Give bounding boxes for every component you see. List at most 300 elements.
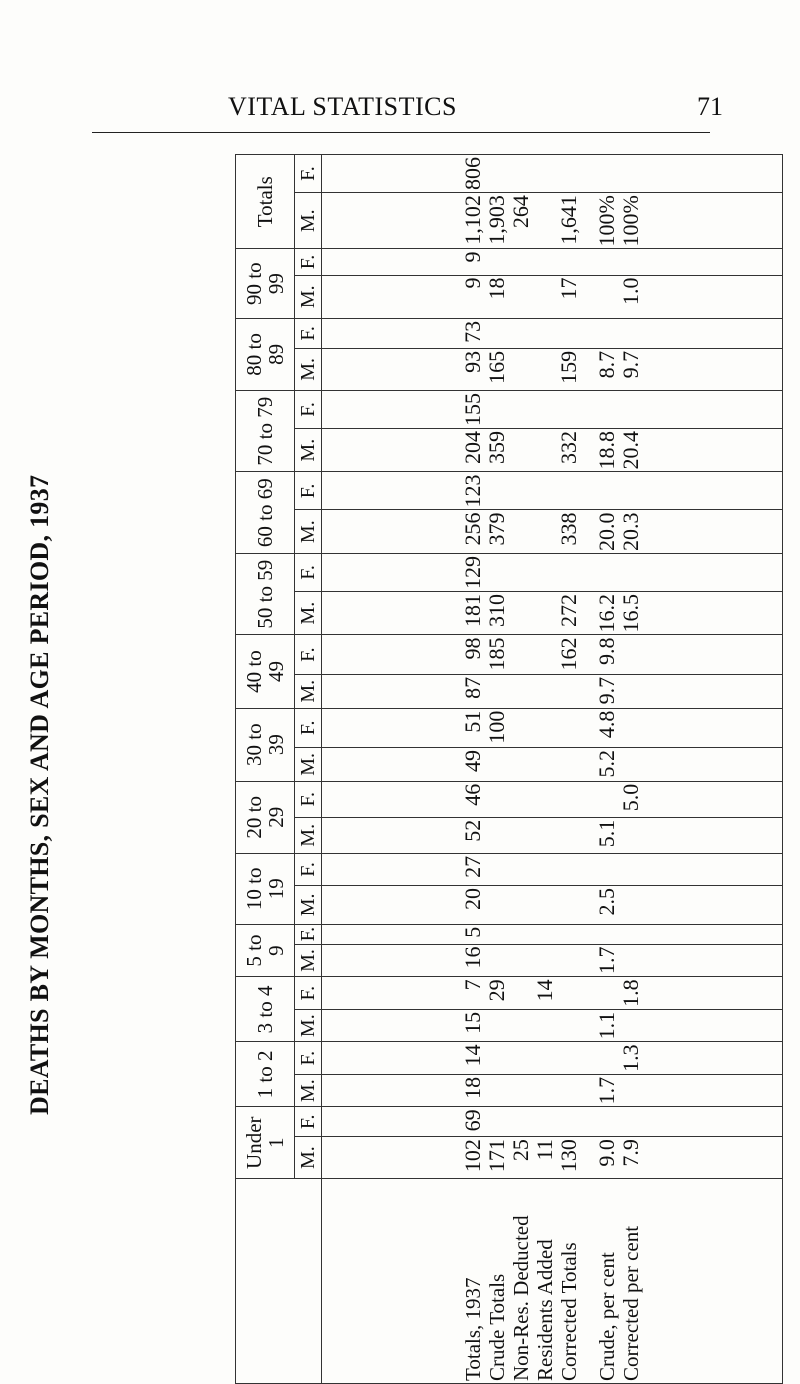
table-cell-value <box>509 512 533 551</box>
table-cell-value <box>557 1077 581 1105</box>
table-cell-value <box>619 251 643 272</box>
table-cell-value <box>533 351 557 388</box>
table-cell-value: 204 <box>460 430 485 464</box>
female-column-header: F. <box>295 977 322 1010</box>
row-spacer <box>581 594 595 633</box>
table-cell-value <box>485 251 509 272</box>
male-values-cell <box>322 275 783 318</box>
table-cell-value: 129 <box>460 555 485 589</box>
row-spacer <box>581 784 595 815</box>
male-values-cell <box>322 674 783 708</box>
male-column-header: M. <box>295 1137 322 1179</box>
female-values-cell <box>322 318 783 348</box>
row-label: Totals, 1937 <box>461 1277 485 1381</box>
table-cell-value: 4.8 <box>594 710 619 739</box>
table-cell-value <box>557 711 581 745</box>
group-header: Under 1 <box>236 1107 295 1179</box>
table-cell-value <box>485 474 509 507</box>
row-spacer <box>581 947 595 975</box>
table-cell-value: 11 <box>532 1139 557 1161</box>
table-cell-value: 1,641 <box>556 195 581 245</box>
table-cell-value: 1,903 <box>484 195 509 245</box>
table-cell-value <box>619 556 643 589</box>
table-cell-value <box>485 927 509 942</box>
table-cell-value <box>557 1044 581 1072</box>
table-cell-value <box>509 820 533 851</box>
table-cell-value: 338 <box>556 512 581 546</box>
table-cell-value: 9 <box>460 277 485 289</box>
table-cell-value: 162 <box>556 637 581 671</box>
table-cell-value: 52 <box>460 819 485 842</box>
female-values-cell <box>322 390 783 428</box>
table-cell-value <box>619 927 643 942</box>
row-label: Crude Totals <box>485 1273 509 1381</box>
table-cell-value: 102 <box>460 1139 485 1173</box>
male-column-header: M. <box>295 944 322 977</box>
table-cell-value <box>509 351 533 388</box>
table-cell-value <box>619 1109 643 1134</box>
female-column-header: F. <box>295 318 322 348</box>
male-column-header: M. <box>295 1074 322 1107</box>
table-cell-value <box>485 556 509 589</box>
male-column-header: M. <box>295 817 322 853</box>
table-cell-value: 1.7 <box>594 946 619 975</box>
table-cell-value: 5.1 <box>594 819 619 848</box>
table-cell-value: 18 <box>484 277 509 300</box>
table-cell-value <box>619 637 643 671</box>
table-cell-value: 9 <box>460 251 485 263</box>
table-cell-value: 185 <box>484 637 509 671</box>
table-cell-value: 272 <box>556 593 581 627</box>
table-cell-value <box>619 321 643 346</box>
table-cell-value <box>533 1044 557 1072</box>
table-cell-value <box>595 979 619 1007</box>
table-cell-value <box>509 556 533 589</box>
row-spacer <box>581 677 595 706</box>
table-cell-value: 9.8 <box>594 637 619 665</box>
row-spacer <box>581 195 595 246</box>
male-values-cell <box>322 591 783 635</box>
table-cell-value <box>485 888 509 922</box>
male-values-cell <box>322 193 783 249</box>
table-cell-value: 100 <box>484 710 509 744</box>
female-column-header: F. <box>295 249 322 275</box>
table-cell-value: 27 <box>460 855 485 878</box>
table-cell-value: 20.4 <box>618 430 643 470</box>
table-cell-value <box>619 1012 643 1040</box>
table-cell-value: 20.0 <box>594 512 619 551</box>
female-values-cell <box>322 708 783 747</box>
group-header: 70 to 79 <box>236 390 295 472</box>
male-values-cell <box>322 817 783 853</box>
group-header: 20 to 29 <box>236 781 295 853</box>
table-cell-value <box>533 157 557 190</box>
data-row <box>322 155 783 1384</box>
row-spacer <box>581 251 595 272</box>
male-values-cell <box>322 1009 783 1042</box>
table-cell-value <box>533 637 557 671</box>
row-spacer <box>581 979 595 1007</box>
table-cell-value: 16.2 <box>594 593 619 633</box>
table-cell-value <box>533 1012 557 1040</box>
table-cell-value <box>509 431 533 470</box>
table-cell-value: 8.7 <box>594 350 619 379</box>
row-label: Residents Added <box>533 1239 557 1381</box>
group-header: 10 to 19 <box>236 853 295 924</box>
table-cell-value: 806 <box>460 157 485 190</box>
running-title: VITAL STATISTICS <box>228 92 457 121</box>
table-cell-value <box>595 321 619 346</box>
female-values-cell <box>322 472 783 510</box>
table-cell-value: 1.3 <box>618 1044 643 1072</box>
row-label: Corrected Totals <box>557 1242 581 1381</box>
table-cell-value <box>533 784 557 815</box>
row-spacer <box>581 556 595 589</box>
table-cell-value <box>509 393 533 426</box>
table-cell-value: 14 <box>460 1044 485 1067</box>
page-number: 71 <box>697 92 723 121</box>
female-values-cell <box>322 635 783 674</box>
table-cell-value <box>485 1044 509 1072</box>
table-cell-value <box>509 750 533 779</box>
table-cell-value <box>509 1109 533 1134</box>
table-cell-value <box>533 1077 557 1105</box>
male-values-cell <box>322 428 783 472</box>
table-cell-value: 15 <box>460 1011 485 1034</box>
table-cell-value: 46 <box>460 783 485 806</box>
table-cell-value <box>595 856 619 883</box>
table-cell-value <box>533 750 557 779</box>
table-cell-value: 379 <box>484 512 509 546</box>
table-cell-value: 87 <box>460 676 485 699</box>
male-values-cell <box>322 1137 783 1179</box>
table-cell-value <box>619 157 643 190</box>
table-cell-value <box>509 1044 533 1072</box>
table-cell-value <box>509 321 533 346</box>
table-cell-value: 181 <box>460 593 485 627</box>
table-cell-value: 1,102 <box>460 195 485 245</box>
male-values-cell <box>322 510 783 554</box>
table-cell-value <box>509 784 533 815</box>
table-cell-value: 130 <box>556 1139 581 1173</box>
table-cell-value <box>557 1109 581 1134</box>
male-column-header: M. <box>295 591 322 635</box>
female-values-cell <box>322 249 783 275</box>
table-cell-value <box>533 820 557 851</box>
table-cell-value <box>619 474 643 507</box>
male-values-cell <box>322 748 783 782</box>
row-labels-cell <box>322 1179 783 1384</box>
table-cell-value <box>509 947 533 975</box>
table-cell-value: 18 <box>460 1076 485 1099</box>
table-cell-value <box>509 677 533 706</box>
table-cell-value: 20 <box>460 888 485 911</box>
row-spacer <box>581 512 595 551</box>
table-cell-value <box>619 750 643 779</box>
table-cell-value: 256 <box>460 512 485 546</box>
female-values-cell <box>322 1042 783 1075</box>
table-cell-value <box>509 157 533 190</box>
female-column-header: F. <box>295 155 322 193</box>
male-column-header: M. <box>295 428 322 472</box>
table-cell-value: 310 <box>484 593 509 627</box>
table-cell-value: 100% <box>594 195 619 247</box>
table-cell-value <box>509 927 533 942</box>
table-cell-value <box>619 1077 643 1105</box>
row-spacer <box>581 820 595 851</box>
table-cell-value <box>595 251 619 272</box>
table-cell-value <box>595 556 619 589</box>
row-spacer <box>581 157 595 190</box>
table-cell-value <box>619 888 643 922</box>
female-values-cell <box>322 853 783 885</box>
row-spacer <box>581 351 595 388</box>
table-cell-value <box>557 979 581 1007</box>
table-cell-value <box>557 947 581 975</box>
table-cell-value <box>533 947 557 975</box>
row-spacer <box>581 1077 595 1105</box>
table-cell-value: 5 <box>460 926 485 938</box>
table-cell-value: 100% <box>618 195 643 247</box>
male-values-cell <box>322 1074 783 1107</box>
table-cell-value <box>485 856 509 883</box>
table-cell-value <box>595 474 619 507</box>
table-cell-value <box>557 321 581 346</box>
group-header-row <box>236 155 295 1384</box>
male-column-header: M. <box>295 348 322 390</box>
deaths-table <box>235 154 783 1384</box>
table-cell-value <box>485 820 509 851</box>
female-column-header: F. <box>295 853 322 885</box>
table-cell-value <box>595 157 619 190</box>
table-cell-value: 171 <box>484 1139 509 1173</box>
row-spacer <box>581 1109 595 1134</box>
statistics-table-container <box>235 154 783 1384</box>
table-cell-value <box>595 1044 619 1072</box>
table-cell-value <box>533 556 557 589</box>
table-cell-value <box>557 820 581 851</box>
female-column-header: F. <box>295 781 322 817</box>
group-header: 30 to 39 <box>236 708 295 781</box>
female-column-header: F. <box>295 472 322 510</box>
table-cell-value: 7 <box>460 979 485 991</box>
table-cell-value: 7.9 <box>618 1139 643 1167</box>
table-cell-value <box>557 856 581 883</box>
table-cell-value <box>533 195 557 246</box>
group-header: 5 to 9 <box>236 924 295 977</box>
table-cell-value <box>533 393 557 426</box>
table-cell-value: 16 <box>460 946 485 969</box>
table-cell-value <box>619 711 643 745</box>
group-header: 1 to 2 <box>236 1042 295 1107</box>
table-cell-value: 1.0 <box>618 277 643 306</box>
table-cell-value <box>509 594 533 633</box>
female-values-cell <box>322 155 783 193</box>
table-cell-value <box>557 784 581 815</box>
male-values-cell <box>322 348 783 390</box>
row-spacer <box>581 278 595 316</box>
table-cell-value <box>557 393 581 426</box>
group-header: 80 to 89 <box>236 318 295 390</box>
row-spacer <box>581 431 595 470</box>
table-cell-value <box>533 927 557 942</box>
table-cell-value <box>557 927 581 942</box>
table-cell-value <box>485 1077 509 1105</box>
female-values-cell <box>322 924 783 944</box>
table-cell-value <box>595 278 619 316</box>
row-spacer <box>581 927 595 942</box>
table-cell-value: 123 <box>460 474 485 508</box>
row-spacer <box>581 856 595 883</box>
table-cell-value <box>533 594 557 633</box>
header-rule <box>92 132 710 133</box>
row-spacer <box>581 1012 595 1040</box>
male-column-header: M. <box>295 886 322 925</box>
table-cell-value <box>557 251 581 272</box>
table-cell-value <box>533 278 557 316</box>
table-cell-value: 9.7 <box>618 350 643 379</box>
table-cell-value <box>485 947 509 975</box>
table-cell-value: 17 <box>556 277 581 300</box>
table-cell-value <box>619 947 643 975</box>
table-cell-value: 2.5 <box>594 888 619 916</box>
table-cell-value <box>533 512 557 551</box>
row-spacer <box>581 1181 595 1381</box>
table-cell-value <box>533 888 557 922</box>
table-cell-value <box>533 856 557 883</box>
group-header: 40 to 49 <box>236 635 295 708</box>
table-cell-value <box>619 393 643 426</box>
male-column-header: M. <box>295 510 322 554</box>
table-cell-value <box>509 637 533 671</box>
row-label: Non-Res. Deducted <box>509 1215 533 1381</box>
table-cell-value: 93 <box>460 350 485 373</box>
table-cell-value <box>595 393 619 426</box>
female-column-header: F. <box>295 390 322 428</box>
table-cell-value <box>595 1109 619 1134</box>
table-cell-value <box>557 556 581 589</box>
group-header: Totals <box>236 155 295 249</box>
table-cell-value <box>485 750 509 779</box>
table-cell-value: 51 <box>460 710 485 733</box>
group-header: 3 to 4 <box>236 977 295 1042</box>
table-cell-value <box>619 677 643 706</box>
male-values-cell <box>322 944 783 977</box>
table-cell-value <box>557 677 581 706</box>
table-cell-value <box>533 711 557 745</box>
female-values-cell <box>322 977 783 1010</box>
table-cell-value <box>509 888 533 922</box>
group-header: 60 to 69 <box>236 472 295 554</box>
row-spacer <box>581 711 595 745</box>
row-spacer <box>581 321 595 346</box>
table-cell-value: 73 <box>460 320 485 343</box>
table-cell-value <box>509 1012 533 1040</box>
table-cell-value: 9.7 <box>594 676 619 705</box>
female-values-cell <box>322 781 783 817</box>
table-cell-value <box>485 321 509 346</box>
row-label: Corrected per cent <box>619 1225 643 1381</box>
male-column-header: M. <box>295 275 322 318</box>
table-cell-value: 1.1 <box>594 1011 619 1040</box>
table-cell-value: 29 <box>484 979 509 1002</box>
female-values-cell <box>322 553 783 591</box>
table-cell-value: 5.0 <box>618 783 643 812</box>
table-cell-value: 165 <box>484 350 509 384</box>
row-spacer <box>581 393 595 426</box>
female-values-cell <box>322 1107 783 1137</box>
female-column-header: F. <box>295 1042 322 1075</box>
female-column-header: F. <box>295 708 322 747</box>
table-cell-value: 18.8 <box>594 430 619 470</box>
table-cell-value <box>533 474 557 507</box>
table-cell-value <box>533 431 557 470</box>
table-cell-value: 264 <box>508 195 533 229</box>
row-spacer <box>581 888 595 922</box>
table-cell-value: 359 <box>484 430 509 464</box>
table-cell-value <box>509 711 533 745</box>
table-cell-value <box>619 820 643 851</box>
table-cell-value <box>533 251 557 272</box>
table-cell-value: 16.5 <box>618 593 643 633</box>
table-cell-value <box>619 856 643 883</box>
row-spacer <box>581 474 595 507</box>
table-cell-value: 69 <box>460 1109 485 1132</box>
male-column-header: M. <box>295 674 322 708</box>
male-values-cell <box>322 886 783 925</box>
table-cell-value <box>485 1012 509 1040</box>
female-column-header: F. <box>295 635 322 674</box>
table-cell-value <box>509 474 533 507</box>
table-cell-value: 9.0 <box>594 1139 619 1167</box>
table-cell-value <box>485 1109 509 1134</box>
table-cell-value <box>485 393 509 426</box>
table-cell-value: 20.3 <box>618 512 643 551</box>
table-heading: DEATHS BY MONTHS, SEX AND AGE PERIOD, 1937 <box>25 474 54 1115</box>
table-cell-value <box>557 1012 581 1040</box>
table-cell-value: 1.8 <box>618 979 643 1007</box>
table-cell-value <box>595 784 619 815</box>
table-cell-value: 1.7 <box>594 1076 619 1105</box>
row-spacer <box>581 750 595 779</box>
female-column-header: F. <box>295 924 322 944</box>
row-spacer <box>581 1139 595 1176</box>
table-cell-value <box>509 979 533 1007</box>
table-cell-value <box>509 278 533 316</box>
group-header: 90 to 99 <box>236 249 295 318</box>
table-cell-value <box>509 1077 533 1105</box>
table-cell-value <box>533 321 557 346</box>
table-cell-value <box>485 677 509 706</box>
male-column-header: M. <box>295 193 322 249</box>
female-column-header: F. <box>295 553 322 591</box>
table-cell-value <box>533 677 557 706</box>
table-cell-value: 98 <box>460 637 485 660</box>
table-cell-value <box>557 888 581 922</box>
table-cell-value <box>485 157 509 190</box>
table-cell-value <box>595 927 619 942</box>
table-cell-value: 25 <box>508 1139 533 1162</box>
table-cell-value <box>533 1109 557 1134</box>
row-label-header <box>236 1179 322 1384</box>
table-cell-value: 332 <box>556 430 581 464</box>
row-spacer <box>581 637 595 671</box>
table-cell-value <box>557 157 581 190</box>
table-cell-value: 155 <box>460 392 485 426</box>
row-label: Crude, per cent <box>595 1252 619 1381</box>
female-column-header: F. <box>295 1107 322 1137</box>
male-column-header: M. <box>295 748 322 782</box>
